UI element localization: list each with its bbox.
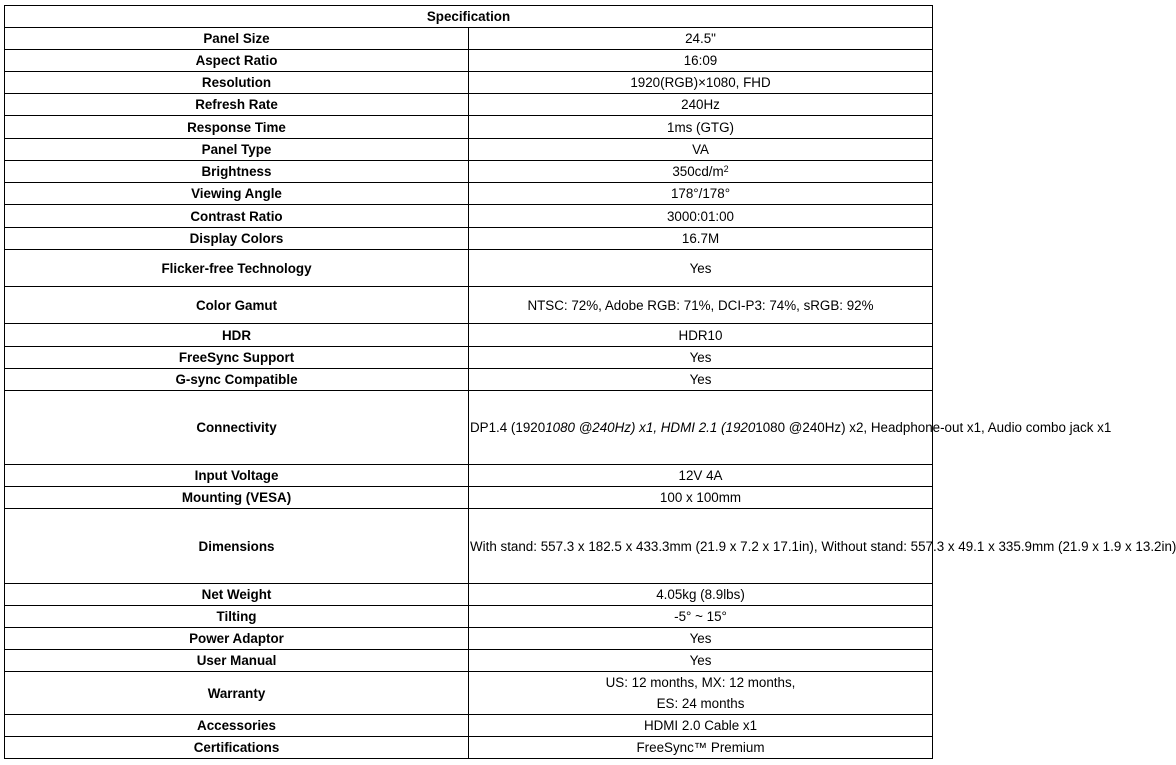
table-row (5, 650, 933, 672)
table-row (5, 324, 933, 347)
row-label: Display Colors (5, 228, 469, 250)
table-row (5, 391, 933, 465)
row-value: VA (469, 139, 933, 161)
row-label: User Manual (5, 650, 469, 672)
row-value: 24.5" (469, 28, 933, 50)
row-label: Tilting (5, 606, 469, 628)
warranty-line: US: 12 months, MX: 12 months, (605, 675, 796, 690)
table-row (5, 116, 933, 139)
row-value: 4.05kg (8.9lbs) (469, 584, 933, 606)
row-label: Accessories (5, 715, 469, 737)
row-value: 178°/178° (469, 183, 933, 205)
row-value: NTSC: 72%, Adobe RGB: 71%, DCI-P3: 74%, sRGB: 92% (469, 287, 933, 324)
row-value: Yes (469, 347, 933, 369)
row-value: 16.7M (469, 228, 933, 250)
row-label: Mounting (VESA) (5, 487, 469, 509)
row-value: HDR10 (469, 324, 933, 347)
table-row (5, 287, 933, 324)
row-label: Aspect Ratio (5, 50, 469, 72)
table-row (5, 250, 933, 287)
table-row (5, 628, 933, 650)
row-value: 1ms (GTG) (469, 116, 933, 139)
row-value: Yes (469, 250, 933, 287)
table-row (5, 369, 933, 391)
row-value: 1920(RGB)×1080, FHD (469, 72, 933, 94)
brightness-value: 350cd/m (672, 164, 724, 179)
row-label: Viewing Angle (5, 183, 469, 205)
row-value: 12V 4A (469, 465, 933, 487)
table-row (5, 737, 933, 759)
table-row (5, 606, 933, 628)
connectivity-part: 1080 @240Hz) x2, Headphone-out x1, Audio combo jack x1 (755, 420, 1112, 435)
row-label: Input Voltage (5, 465, 469, 487)
row-value: 240Hz (469, 94, 933, 116)
table-row (5, 94, 933, 116)
row-label: Refresh Rate (5, 94, 469, 116)
connectivity-part: DP1.4 (1920 (470, 420, 546, 435)
row-value: With stand: 557.3 x 182.5 x 433.3mm (21.9 x 7.2 x 17.1in), Without stand: 557.3 x 49.1 x 335.9mm (21.9 x 1.9 x 13.2in) (469, 509, 933, 584)
table-row (5, 205, 933, 228)
row-label: Response Time (5, 116, 469, 139)
row-label: Warranty (5, 672, 469, 715)
row-label: HDR (5, 324, 469, 347)
table-row (5, 50, 933, 72)
table-row (5, 487, 933, 509)
row-label: Dimensions (5, 509, 469, 584)
table-row (5, 672, 933, 715)
row-label: Panel Type (5, 139, 469, 161)
table-row (5, 72, 933, 94)
row-label: Flicker-free Technology (5, 250, 469, 287)
row-label: G-sync Compatible (5, 369, 469, 391)
superscript-two: 2 (723, 164, 729, 174)
table-header-row (5, 6, 933, 28)
row-label: Net Weight (5, 584, 469, 606)
table-row (5, 183, 933, 205)
table-row (5, 584, 933, 606)
table-row (5, 509, 933, 584)
table-row (5, 28, 933, 50)
table-header: Specification (5, 6, 933, 28)
row-value (469, 161, 933, 183)
row-value: Yes (469, 650, 933, 672)
warranty-line: ES: 24 months (656, 696, 745, 711)
table-row (5, 161, 933, 183)
table-row (5, 465, 933, 487)
row-value: 16:09 (469, 50, 933, 72)
row-value: FreeSync™ Premium (469, 737, 933, 759)
row-label: Contrast Ratio (5, 205, 469, 228)
row-label: Power Adaptor (5, 628, 469, 650)
connectivity-part-italic: 1080 @240Hz) x1, HDMI 2.1 (1920 (545, 420, 756, 435)
row-value: HDMI 2.0 Cable x1 (469, 715, 933, 737)
row-value: -5° ~ 15° (469, 606, 933, 628)
row-value: 3000:01:00 (469, 205, 933, 228)
specification-table (4, 5, 1176, 759)
row-label: Certifications (5, 737, 469, 759)
row-label: Brightness (5, 161, 469, 183)
row-label: Panel Size (5, 28, 469, 50)
row-value (469, 391, 1112, 465)
row-value (469, 672, 933, 715)
table-row (5, 715, 933, 737)
row-label: FreeSync Support (5, 347, 469, 369)
row-value: Yes (469, 628, 933, 650)
table-row (5, 347, 933, 369)
row-label: Resolution (5, 72, 469, 94)
table-row (5, 228, 933, 250)
row-value: Yes (469, 369, 933, 391)
row-value: 100 x 100mm (469, 487, 933, 509)
row-label: Color Gamut (5, 287, 469, 324)
row-label: Connectivity (5, 391, 469, 465)
table-row (5, 139, 933, 161)
